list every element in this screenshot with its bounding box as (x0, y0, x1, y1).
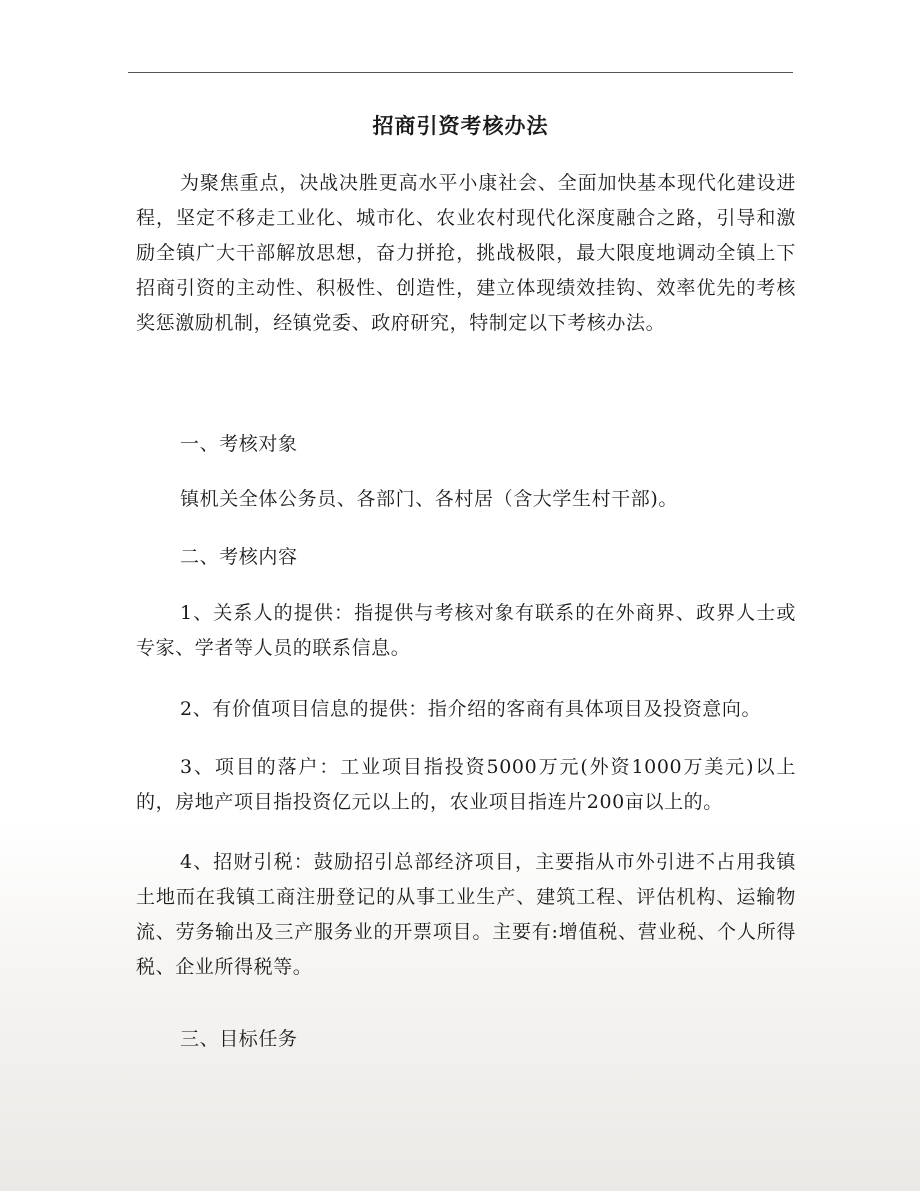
intro-paragraph: 为聚焦重点，决战决胜更高水平小康社会、全面加快基本现代化建设进程，坚定不移走工业化、城市化、农业农村现代化深度融合之路，引导和激励全镇广大干部解放思想，奋力拼抢，挑战极限，最大限度地调动全镇上下招商引资的主动性、积极性、创造性，建立体现绩效挂钩、效率优先的考核奖惩激励机制，经镇党委、政府研究，特制定以下考核办法。 (136, 172, 796, 334)
section-heading-targets-tasks: 三、目标任务 (180, 1028, 298, 1050)
content-item-project-info: 2、有价值项目信息的提供：指介绍的客商有具体项目及投资意向。 (180, 698, 762, 720)
section-heading-assessment-content: 二、考核内容 (180, 546, 298, 568)
section-heading-assessment-targets: 一、考核对象 (180, 433, 298, 455)
content-item-project-settlement: 3、项目的落户：工业项目指投资5000万元(外资1000万美元)以上的，房地产项目指投资亿元以上的，农业项目指连片200亩以上的。 (136, 756, 796, 813)
content-item-tax-attraction: 4、招财引税：鼓励招引总部经济项目，主要指从市外引进不占用我镇土地而在我镇工商注册登记的从事工业生产、建筑工程、评估机构、运输物流、劳务输出及三产服务业的开票项目。主要有:增值税、营业税、个人所得税、企业所得税等。 (136, 851, 796, 978)
content-item-contacts: 1、关系人的提供：指提供与考核对象有联系的在外商界、政界人士或专家、学者等人员的联系信息。 (136, 602, 796, 659)
document-title: 招商引资考核办法 (372, 113, 549, 138)
header-rule (128, 72, 793, 73)
section-one-paragraph: 镇机关全体公务员、各部门、各村居（含大学生村干部)。 (180, 488, 679, 510)
